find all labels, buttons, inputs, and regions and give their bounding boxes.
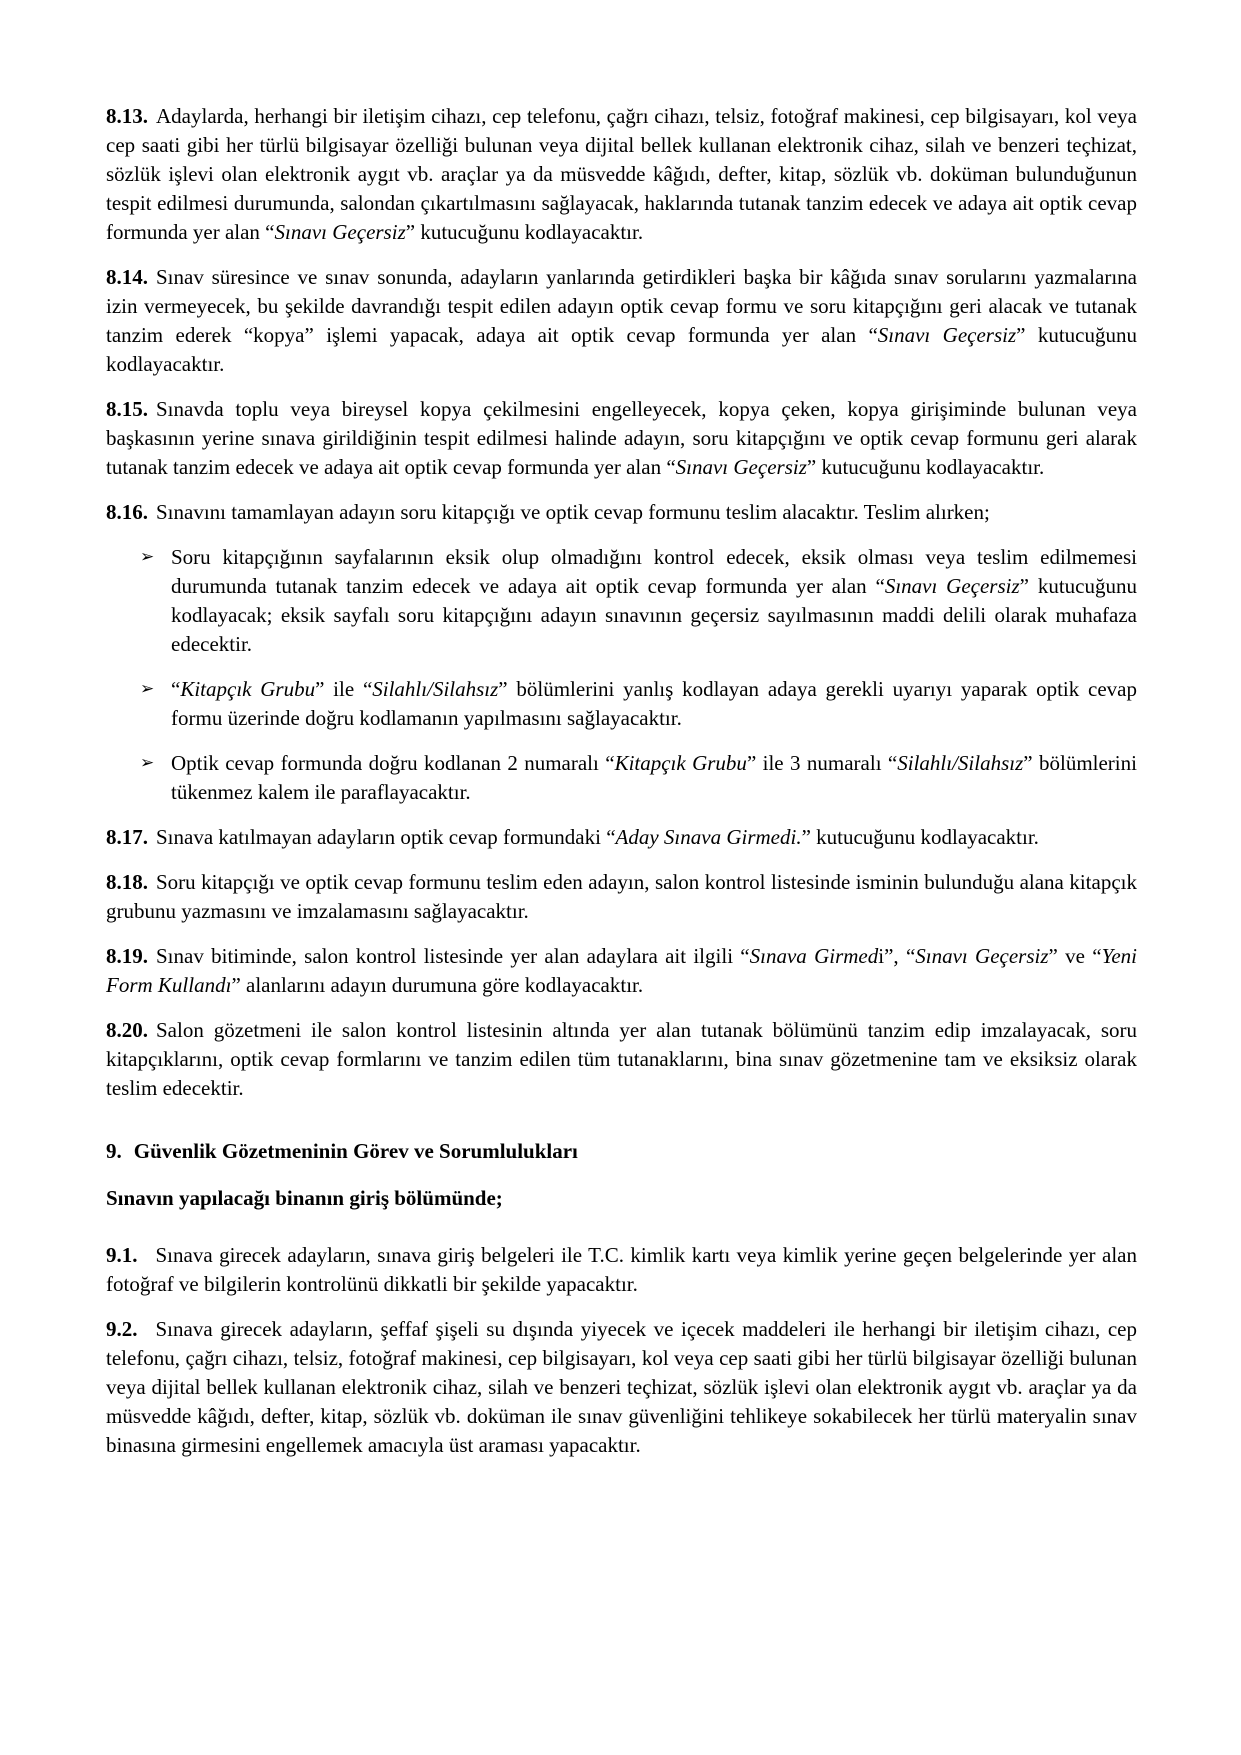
bullet-arrow-icon: ➢ (140, 753, 155, 773)
bullet-item-3 (140, 749, 1137, 807)
text-run: Güvenlik Gözetmeninin Görev ve Sorumlulukları (133, 1139, 578, 1163)
text-run: ” ile 3 numaralı “ (746, 751, 898, 775)
text-run: Sınavı Geçersiz (274, 220, 406, 244)
text-run: ” ve “ (1048, 944, 1102, 968)
paragraph-8-19 (106, 942, 1137, 1000)
text-run: Yeni Form Kullandı (106, 944, 1137, 997)
text-run: Salon gözetmeni ile salon kontrol listesinin altında yer alan tutanak bölümünü tanzim edip imzalayacak, soru kitapçıklarını, optik cevap formlarını ve tanzim edilen tüm tutanaklarını, bina sınav gözetmenine tam ve eksiksiz olarak teslim edecektir. (106, 1018, 1137, 1100)
paragraph-text (106, 1139, 578, 1163)
text-run: Sınavda toplu veya bireysel kopya çekilmesini engelleyecek, kopya çeken, kopya girişiminde bulunan veya başkasının yerine sınava girildiğinin tespit edilmesi halinde adayın, soru kitapçığını ve optik cevap formunu geri alarak tutanak tanzim edecek ve adaya ait optik cevap formunda yer alan “ (106, 397, 1137, 479)
paragraph-text (106, 1317, 1137, 1457)
paragraph-8-18 (106, 868, 1137, 926)
text-run: Sınavı Geçersiz (884, 574, 1020, 598)
bullet-arrow-icon: ➢ (140, 679, 155, 699)
paragraph-text (106, 1018, 1137, 1100)
paragraph-text (106, 397, 1137, 479)
item-number: 8.20. (106, 1018, 148, 1042)
text-run: Optik cevap formunda doğru kodlanan 2 numaralı “ (171, 751, 615, 775)
text-run: ” kutucuğunu kodlayacaktır. (801, 825, 1039, 849)
text-run: Sınava girecek adayların, sınava giriş belgeleri ile T.C. kimlik kartı veya kimlik yerine geçen belgelerinde yer alan fotoğraf ve bilgilerin kontrolünü dikkatli bir şekilde yapacaktır. (106, 1243, 1137, 1296)
text-run: Soru kitapçığının sayfalarının eksik olup olmadığını kontrol edecek, eksik olması veya teslim edilmemesi durumunda tutanak tanzim edecek ve adaya ait optik cevap formunda yer alan “ (171, 545, 1137, 598)
item-number: 8.18. (106, 870, 148, 894)
paragraph-text (171, 749, 1137, 807)
paragraph-text (106, 104, 1137, 244)
bullet-arrow-icon: ➢ (140, 547, 155, 567)
text-run: Adaylarda, herhangi bir iletişim cihazı, cep telefonu, çağrı cihazı, telsiz, fotoğraf makinesi, cep bilgisayarı, kol veya cep saati gibi her türlü bilgisayar özelliği bulunan veya dijital bellek kullanan elektronik cihaz, silah ve benzeri teçhizat, sözlük işlevi olan elektronik aygıt vb. araçlar ya da müsvedde kâğıdı, defter, kitap, sözlük vb. doküman bulunduğunun tespit edilmesi durumunda, salondan çıkartılmasını sağlayacak, haklarında tutanak tanzim edecek ve adaya ait optik cevap formunda yer alan “ (106, 104, 1137, 244)
item-number: 9.1. (106, 1243, 138, 1267)
text-run: ” bölümlerini tükenmez kalem ile paraflayacaktır. (171, 751, 1137, 804)
item-number: 8.14. (106, 265, 148, 289)
item-number: 9. (106, 1139, 122, 1163)
paragraph-text (106, 944, 1137, 997)
text-run: ” bölümlerini yanlış kodlayan adaya gerekli uyarıyı yaparak optik cevap formu üzerinde doğru kodlamanın yapılmasını sağlayacaktır. (171, 677, 1137, 730)
text-run: Sınav süresince ve sınav sonunda, adayların yanlarında getirdikleri başka bir kâğıda sınav sorularını yazmalarına izin vermeyecek, bu şekilde davrandığı tespit edilen adayın optik cevap formu ve soru kitapçığını geri alacak ve tutanak tanzim ederek “kopya” işlemi yapacak, adaya ait optik cevap formunda yer alan “ (106, 265, 1137, 347)
text-run: Sınavı Geçersiz (915, 944, 1049, 968)
text-run: Kitapçık Grubu (614, 751, 747, 775)
text-run: Sınava girecek adayların, şeffaf şişeli su dışında yiyecek ve içecek maddeleri ile herhangi bir iletişim cihazı, cep telefonu, çağrı cihazı, telsiz, fotoğraf makinesi, cep bilgisayarı, kol veya cep saati gibi her türlü bilgisayar özelliği bulunan veya dijital bellek kullanan elektronik cihaz, silah ve benzeri teçhizat, sözlük işlevi olan elektronik aygıt vb. araçlar ya da müsvedde kâğıdı, defter, kitap, sözlük vb. doküman ile sınav güvenliğini tehlikeye sokabilecek her türlü materyalin sınav binasına girmesini engellemek amacıyla üst araması yapacaktır. (106, 1317, 1137, 1457)
paragraph-text (106, 265, 1137, 376)
paragraph-text (106, 1243, 1137, 1296)
text-run: Kitapçık Grubu (180, 677, 316, 701)
paragraph-text (106, 870, 1137, 923)
text-run: Silahlı/Silahsız (897, 751, 1024, 775)
paragraph-8-13 (106, 102, 1137, 247)
paragraph-8-14 (106, 263, 1137, 379)
item-number: 8.19. (106, 944, 148, 968)
text-run: Sınavın yapılacağı binanın giriş bölümünde; (106, 1186, 503, 1210)
item-number: 8.17. (106, 825, 148, 849)
text-run: Sınavı Geçersiz (877, 323, 1017, 347)
paragraph-text (171, 675, 1137, 733)
text-run: Sınav bitiminde, salon kontrol listesinde yer alan adaylara ait ilgili “ (156, 944, 750, 968)
text-run: ” kutucuğunu kodlayacaktır. (106, 323, 1137, 376)
paragraph-text (171, 543, 1137, 659)
text-run: Soru kitapçığı ve optik cevap formunu teslim eden adayın, salon kontrol listesinde isminin bulunduğu alana kitapçık grubunu yazmasını ve imzalamasını sağlayacaktır. (106, 870, 1137, 923)
text-run: ” alanlarını adayın durumuna göre kodlayacaktır. (231, 973, 644, 997)
paragraph-8-20 (106, 1016, 1137, 1103)
item-number: 8.16. (106, 500, 148, 524)
item-number: 8.15. (106, 397, 148, 421)
paragraph-8-15 (106, 395, 1137, 482)
text-run: ” kutucuğunu kodlayacaktır. (806, 455, 1045, 479)
text-run: Sınavını tamamlayan adayın soru kitapçığı ve optik cevap formunu teslim alacaktır. Teslim alırken; (156, 500, 990, 524)
paragraph-8-17 (106, 823, 1137, 852)
item-number: 9.2. (106, 1317, 138, 1341)
paragraph-9-1 (106, 1241, 1137, 1299)
text-run: ” kutucuğunu kodlayacaktır. (405, 220, 644, 244)
document-body (106, 102, 1137, 1460)
section-9-subheading (106, 1184, 1137, 1213)
bullet-item-2 (140, 675, 1137, 733)
paragraph-text (106, 1186, 503, 1210)
paragraph-9-2 (106, 1315, 1137, 1460)
text-run: ” ile “ (315, 677, 373, 701)
paragraph-text (106, 500, 990, 524)
section-9-heading (106, 1137, 1137, 1166)
text-run: Aday Sınava Girmedi. (615, 825, 802, 849)
text-run: “ (171, 677, 181, 701)
text-run: i”, “ (878, 944, 916, 968)
item-number: 8.13. (106, 104, 148, 128)
paragraph-8-16 (106, 498, 1137, 527)
text-run: Sınava Girmed (749, 944, 879, 968)
text-run: Sınava katılmayan adayların optik cevap formundaki “ (156, 825, 616, 849)
text-run: ” kutucuğunu kodlayacak; eksik sayfalı soru kitapçığını adayın sınavının geçersiz sayılmasının maddi delili olarak muhafaza edecektir. (171, 574, 1137, 656)
text-run: Silahlı/Silahsız (372, 677, 499, 701)
text-run: Sınavı Geçersiz (675, 455, 807, 479)
bullet-item-1 (140, 543, 1137, 659)
paragraph-text (106, 825, 1039, 849)
